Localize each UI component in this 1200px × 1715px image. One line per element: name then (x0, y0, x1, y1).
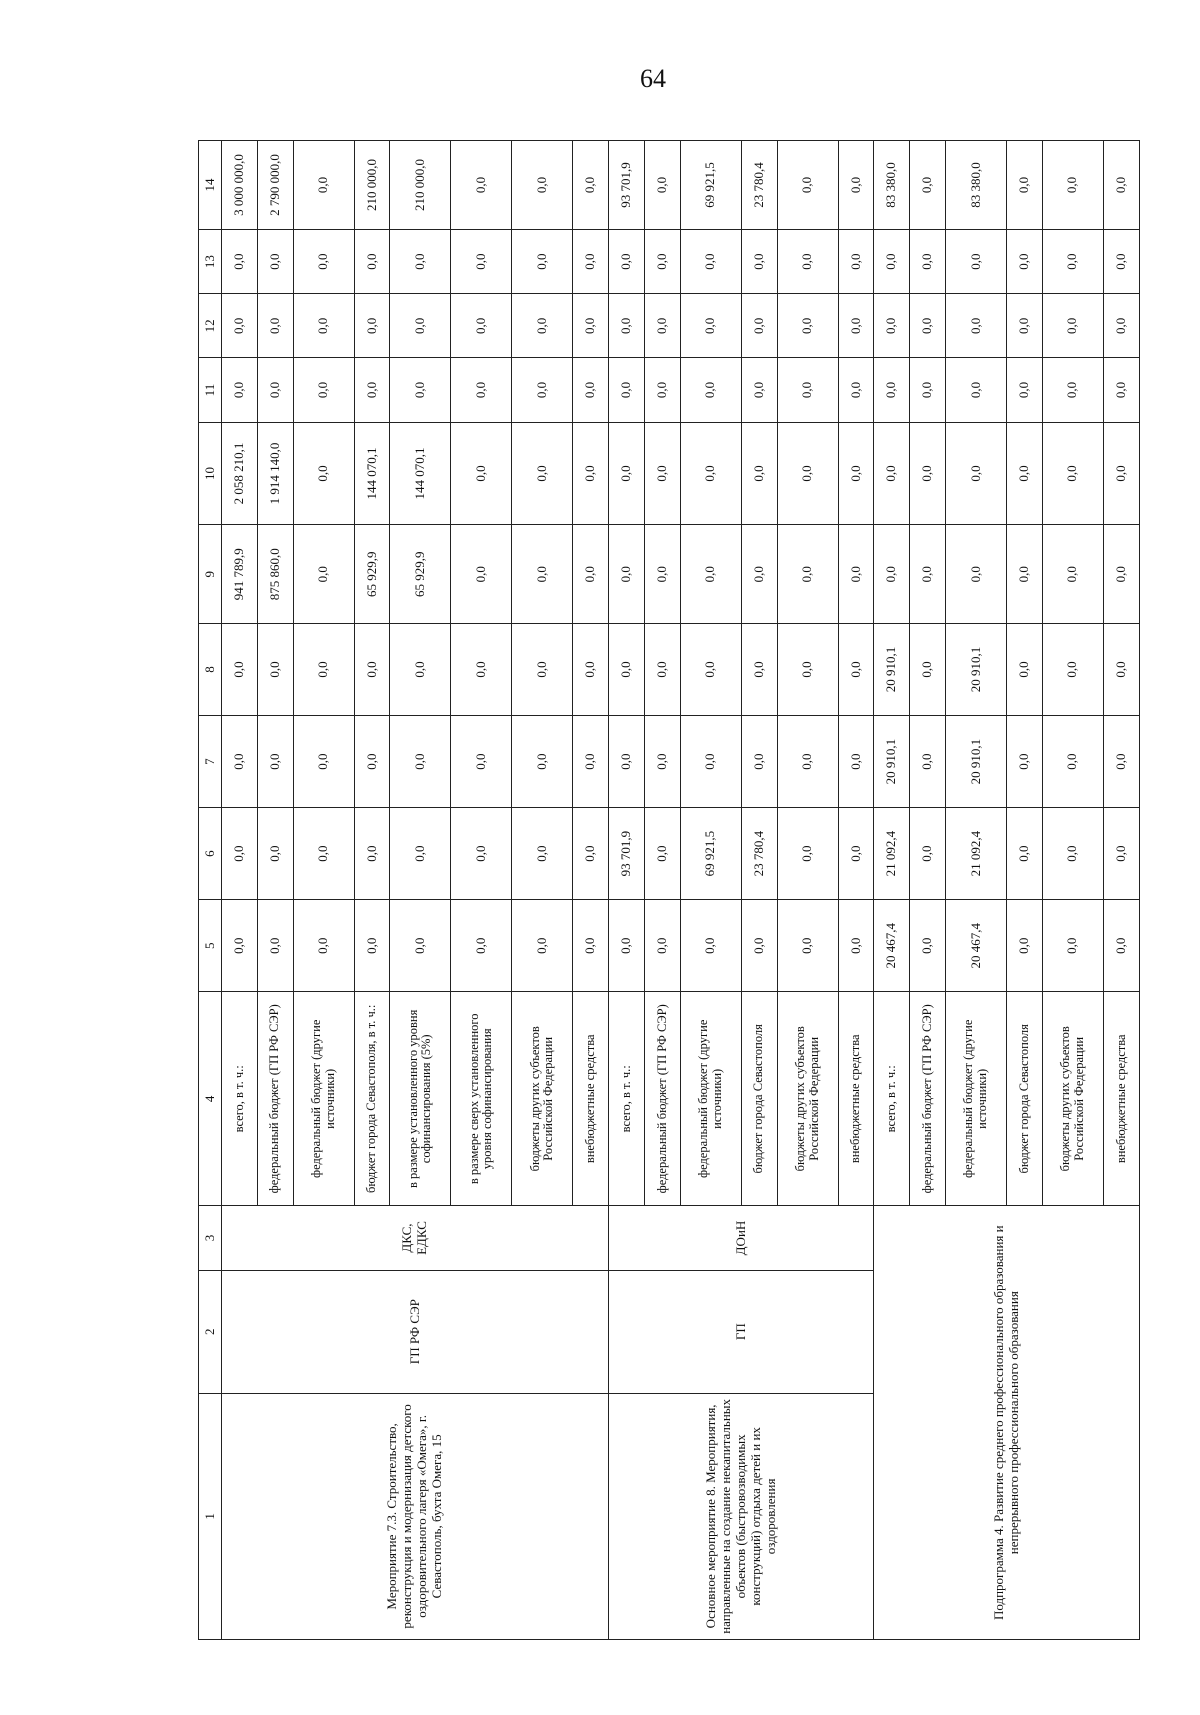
table-row (609, 141, 645, 1640)
value-cell: 0,0 (451, 358, 512, 422)
value-cell: 0,0 (609, 358, 645, 422)
value-cell: 0,0 (293, 623, 354, 715)
value-cell: 0,0 (1103, 716, 1139, 808)
value-cell: 0,0 (573, 229, 609, 293)
program-code: ГП РФ СЭР (222, 1270, 609, 1393)
value-cell: 0,0 (838, 808, 874, 900)
funding-source-label: бюджет города Севастополя (741, 992, 777, 1206)
funding-source-label: внебюджетные средства (573, 992, 609, 1206)
value-cell: 20 910,1 (874, 623, 910, 715)
funding-source-label: всего, в т. ч.: (222, 992, 258, 1206)
value-cell: 0,0 (946, 229, 1007, 293)
value-cell: 0,0 (1103, 808, 1139, 900)
value-cell: 0,0 (390, 294, 451, 358)
column-header-10: 10 (199, 422, 222, 525)
value-cell: 0,0 (874, 358, 910, 422)
value-cell: 0,0 (573, 358, 609, 422)
column-header-12: 12 (199, 294, 222, 358)
value-cell: 0,0 (645, 358, 681, 422)
value-cell: 0,0 (293, 422, 354, 525)
value-cell: 21 092,4 (946, 808, 1007, 900)
value-cell: 0,0 (777, 808, 838, 900)
value-cell: 0,0 (293, 141, 354, 230)
value-cell: 0,0 (512, 294, 573, 358)
value-cell: 0,0 (874, 229, 910, 293)
value-cell: 0,0 (293, 808, 354, 900)
value-cell: 0,0 (741, 358, 777, 422)
value-cell: 0,0 (1007, 900, 1043, 992)
rotated-table-frame (198, 140, 1140, 1640)
funding-source-label: федеральный бюджет (ГП РФ СЭР) (257, 992, 293, 1206)
value-cell: 0,0 (910, 229, 946, 293)
value-cell: 0,0 (390, 716, 451, 808)
value-cell: 93 701,9 (609, 141, 645, 230)
value-cell: 0,0 (1007, 294, 1043, 358)
value-cell: 0,0 (680, 294, 741, 358)
value-cell: 0,0 (257, 623, 293, 715)
value-cell: 20 910,1 (874, 716, 910, 808)
value-cell: 0,0 (680, 525, 741, 624)
value-cell: 0,0 (838, 716, 874, 808)
value-cell: 0,0 (838, 422, 874, 525)
value-cell: 20 910,1 (946, 716, 1007, 808)
value-cell: 0,0 (1007, 623, 1043, 715)
subprogram-title: Подпрограмма 4. Развитие среднего профессионального образования и непрерывного профессионального образования (874, 1206, 1140, 1640)
value-cell: 0,0 (946, 525, 1007, 624)
value-cell: 0,0 (910, 623, 946, 715)
value-cell: 0,0 (680, 358, 741, 422)
funding-source-label: бюджет города Севастополя, в т. ч.: (354, 992, 390, 1206)
value-cell: 0,0 (512, 525, 573, 624)
value-cell: 0,0 (1103, 358, 1139, 422)
value-cell: 0,0 (777, 900, 838, 992)
value-cell: 0,0 (874, 525, 910, 624)
value-cell: 0,0 (777, 422, 838, 525)
column-header-8: 8 (199, 623, 222, 715)
value-cell: 23 780,4 (741, 808, 777, 900)
value-cell: 65 929,9 (390, 525, 451, 624)
value-cell: 0,0 (874, 422, 910, 525)
value-cell: 0,0 (573, 900, 609, 992)
value-cell: 0,0 (910, 141, 946, 230)
value-cell: 0,0 (645, 294, 681, 358)
value-cell: 0,0 (354, 808, 390, 900)
value-cell: 0,0 (680, 900, 741, 992)
value-cell: 941 789,9 (222, 525, 258, 624)
value-cell: 0,0 (741, 525, 777, 624)
value-cell: 0,0 (1103, 294, 1139, 358)
value-cell: 0,0 (222, 716, 258, 808)
value-cell: 0,0 (451, 808, 512, 900)
value-cell: 0,0 (1042, 623, 1103, 715)
value-cell: 0,0 (910, 525, 946, 624)
value-cell: 0,0 (451, 294, 512, 358)
value-cell: 0,0 (1042, 422, 1103, 525)
value-cell: 0,0 (838, 141, 874, 230)
value-cell: 0,0 (1042, 229, 1103, 293)
funding-source-label: в размере установленного уровня софинансирования (5%) (390, 992, 451, 1206)
value-cell: 20 910,1 (946, 623, 1007, 715)
value-cell: 0,0 (777, 358, 838, 422)
value-cell: 0,0 (512, 229, 573, 293)
value-cell: 0,0 (680, 422, 741, 525)
value-cell: 0,0 (910, 808, 946, 900)
column-header-3: 3 (199, 1206, 222, 1270)
column-header-6: 6 (199, 808, 222, 900)
funding-source-label: федеральный бюджет (другие источники) (946, 992, 1007, 1206)
value-cell: 0,0 (910, 422, 946, 525)
value-cell: 0,0 (1103, 623, 1139, 715)
value-cell: 0,0 (573, 623, 609, 715)
value-cell: 0,0 (609, 294, 645, 358)
value-cell: 0,0 (1042, 294, 1103, 358)
program-code: ГП (609, 1270, 874, 1393)
value-cell: 0,0 (293, 358, 354, 422)
value-cell: 0,0 (390, 900, 451, 992)
value-cell: 0,0 (1007, 422, 1043, 525)
measure-name: Мероприятие 7.3. Строительство, реконструкция и модернизация детского оздоровительного лагеря «Омега», г. Севастополь, бухта Омега, 15 (222, 1393, 609, 1639)
value-cell: 65 929,9 (354, 525, 390, 624)
table-row (222, 141, 258, 1640)
value-cell: 0,0 (512, 141, 573, 230)
value-cell: 0,0 (257, 229, 293, 293)
value-cell: 0,0 (512, 623, 573, 715)
column-header-13: 13 (199, 229, 222, 293)
funding-source-label: всего, в т. ч.: (609, 992, 645, 1206)
value-cell: 0,0 (1007, 229, 1043, 293)
value-cell: 0,0 (354, 900, 390, 992)
value-cell: 0,0 (451, 623, 512, 715)
value-cell: 0,0 (293, 525, 354, 624)
value-cell: 0,0 (222, 358, 258, 422)
rotated-table-container (198, 140, 1140, 1640)
value-cell: 0,0 (222, 623, 258, 715)
value-cell: 0,0 (680, 623, 741, 715)
value-cell: 0,0 (645, 623, 681, 715)
value-cell: 0,0 (512, 716, 573, 808)
value-cell: 0,0 (293, 229, 354, 293)
value-cell: 0,0 (838, 229, 874, 293)
value-cell: 0,0 (741, 422, 777, 525)
value-cell: 0,0 (257, 294, 293, 358)
value-cell: 0,0 (222, 808, 258, 900)
value-cell: 0,0 (1103, 525, 1139, 624)
value-cell: 0,0 (573, 422, 609, 525)
value-cell: 0,0 (222, 900, 258, 992)
value-cell: 0,0 (451, 422, 512, 525)
column-header-9: 9 (199, 525, 222, 624)
value-cell: 0,0 (354, 294, 390, 358)
column-header-11: 11 (199, 358, 222, 422)
value-cell: 0,0 (293, 900, 354, 992)
table-body (222, 141, 1140, 1640)
value-cell: 0,0 (293, 716, 354, 808)
value-cell: 23 780,4 (741, 141, 777, 230)
value-cell: 0,0 (609, 229, 645, 293)
value-cell: 0,0 (609, 716, 645, 808)
value-cell: 0,0 (645, 422, 681, 525)
value-cell: 0,0 (946, 294, 1007, 358)
value-cell: 0,0 (573, 294, 609, 358)
value-cell: 0,0 (1042, 900, 1103, 992)
value-cell: 0,0 (838, 525, 874, 624)
value-cell: 0,0 (777, 525, 838, 624)
value-cell: 69 921,5 (680, 808, 741, 900)
funding-source-label: бюджеты других субъектов Российской Федерации (1042, 992, 1103, 1206)
funding-source-label: всего, в т. ч.: (874, 992, 910, 1206)
value-cell: 0,0 (609, 422, 645, 525)
value-cell: 0,0 (512, 808, 573, 900)
value-cell: 93 701,9 (609, 808, 645, 900)
executor: ДКС, ЕДКС (222, 1206, 609, 1270)
column-header-14: 14 (199, 141, 222, 230)
value-cell: 0,0 (741, 294, 777, 358)
value-cell: 20 467,4 (946, 900, 1007, 992)
value-cell: 0,0 (257, 716, 293, 808)
funding-source-label: федеральный бюджет (другие источники) (293, 992, 354, 1206)
value-cell: 0,0 (946, 358, 1007, 422)
value-cell: 0,0 (741, 623, 777, 715)
value-cell: 1 914 140,0 (257, 422, 293, 525)
value-cell: 0,0 (680, 229, 741, 293)
value-cell: 0,0 (874, 294, 910, 358)
value-cell: 0,0 (1007, 358, 1043, 422)
funding-source-label: бюджеты других субъектов Российской Федерации (777, 992, 838, 1206)
value-cell: 0,0 (645, 900, 681, 992)
value-cell: 0,0 (573, 141, 609, 230)
value-cell: 0,0 (390, 229, 451, 293)
value-cell: 0,0 (1007, 141, 1043, 230)
value-cell: 0,0 (645, 141, 681, 230)
value-cell: 0,0 (645, 808, 681, 900)
value-cell: 0,0 (573, 808, 609, 900)
value-cell: 2 058 210,1 (222, 422, 258, 525)
value-cell: 69 921,5 (680, 141, 741, 230)
value-cell: 83 380,0 (874, 141, 910, 230)
column-header-5: 5 (199, 900, 222, 992)
value-cell: 0,0 (390, 623, 451, 715)
value-cell: 0,0 (777, 229, 838, 293)
funding-source-label: бюджет города Севастополя (1007, 992, 1043, 1206)
value-cell: 20 467,4 (874, 900, 910, 992)
value-cell: 210 000,0 (390, 141, 451, 230)
value-cell: 83 380,0 (946, 141, 1007, 230)
value-cell: 0,0 (609, 623, 645, 715)
value-cell: 0,0 (1042, 141, 1103, 230)
value-cell: 0,0 (777, 294, 838, 358)
value-cell: 144 070,1 (390, 422, 451, 525)
value-cell: 0,0 (645, 716, 681, 808)
column-number-row (199, 141, 222, 1640)
budget-table (198, 140, 1140, 1640)
measure-name: Основное мероприятие 8. Мероприятия, направленные на создание некапитальных объектов (быстровозводимых конструкций) отдыха детей и их оздоровления (609, 1393, 874, 1639)
value-cell: 0,0 (222, 294, 258, 358)
column-header-7: 7 (199, 716, 222, 808)
value-cell: 0,0 (354, 623, 390, 715)
value-cell: 0,0 (609, 900, 645, 992)
value-cell: 0,0 (1103, 141, 1139, 230)
value-cell: 0,0 (512, 422, 573, 525)
funding-source-label: федеральный бюджет (ГП РФ СЭР) (645, 992, 681, 1206)
value-cell: 0,0 (1103, 422, 1139, 525)
value-cell: 0,0 (1103, 900, 1139, 992)
value-cell: 0,0 (946, 422, 1007, 525)
funding-source-label: внебюджетные средства (838, 992, 874, 1206)
funding-source-label: федеральный бюджет (другие источники) (680, 992, 741, 1206)
value-cell: 0,0 (645, 229, 681, 293)
value-cell: 0,0 (573, 525, 609, 624)
value-cell: 0,0 (838, 623, 874, 715)
funding-source-label: федеральный бюджет (ГП РФ СЭР) (910, 992, 946, 1206)
value-cell: 0,0 (1103, 229, 1139, 293)
value-cell: 0,0 (838, 358, 874, 422)
value-cell: 0,0 (1007, 716, 1043, 808)
value-cell: 0,0 (1042, 808, 1103, 900)
value-cell: 0,0 (741, 716, 777, 808)
value-cell: 0,0 (741, 900, 777, 992)
column-header-1: 1 (199, 1393, 222, 1639)
value-cell: 3 000 000,0 (222, 141, 258, 230)
value-cell: 0,0 (1007, 808, 1043, 900)
value-cell: 2 790 000,0 (257, 141, 293, 230)
value-cell: 0,0 (777, 141, 838, 230)
value-cell: 0,0 (910, 358, 946, 422)
value-cell: 0,0 (512, 900, 573, 992)
value-cell: 0,0 (451, 900, 512, 992)
value-cell: 0,0 (777, 623, 838, 715)
funding-source-label: внебюджетные средства (1103, 992, 1139, 1206)
value-cell: 210 000,0 (354, 141, 390, 230)
value-cell: 0,0 (1042, 525, 1103, 624)
table-row (874, 141, 910, 1640)
value-cell: 0,0 (777, 716, 838, 808)
funding-source-label: бюджеты других субъектов Российской Федерации (512, 992, 573, 1206)
value-cell: 0,0 (354, 716, 390, 808)
value-cell: 875 860,0 (257, 525, 293, 624)
value-cell: 0,0 (910, 716, 946, 808)
value-cell: 0,0 (451, 716, 512, 808)
value-cell: 0,0 (512, 358, 573, 422)
value-cell: 0,0 (609, 525, 645, 624)
page-number: 64 (640, 64, 666, 93)
value-cell: 0,0 (645, 525, 681, 624)
value-cell: 0,0 (741, 229, 777, 293)
value-cell: 0,0 (354, 358, 390, 422)
value-cell: 0,0 (390, 808, 451, 900)
value-cell: 0,0 (390, 358, 451, 422)
value-cell: 0,0 (838, 294, 874, 358)
value-cell: 0,0 (451, 141, 512, 230)
value-cell: 0,0 (222, 229, 258, 293)
funding-source-label: в размере сверх установленного уровня софинансирования (451, 992, 512, 1206)
value-cell: 0,0 (573, 716, 609, 808)
value-cell: 144 070,1 (354, 422, 390, 525)
value-cell: 0,0 (680, 716, 741, 808)
value-cell: 0,0 (451, 229, 512, 293)
value-cell: 0,0 (354, 229, 390, 293)
value-cell: 0,0 (1042, 716, 1103, 808)
column-header-4: 4 (199, 992, 222, 1206)
value-cell: 0,0 (257, 808, 293, 900)
value-cell: 0,0 (257, 358, 293, 422)
value-cell: 0,0 (1042, 358, 1103, 422)
value-cell: 0,0 (838, 900, 874, 992)
value-cell: 0,0 (257, 900, 293, 992)
value-cell: 0,0 (910, 294, 946, 358)
executor: ДОиН (609, 1206, 874, 1270)
column-header-2: 2 (199, 1270, 222, 1393)
value-cell: 0,0 (451, 525, 512, 624)
value-cell: 0,0 (910, 900, 946, 992)
value-cell: 0,0 (1007, 525, 1043, 624)
value-cell: 21 092,4 (874, 808, 910, 900)
value-cell: 0,0 (293, 294, 354, 358)
